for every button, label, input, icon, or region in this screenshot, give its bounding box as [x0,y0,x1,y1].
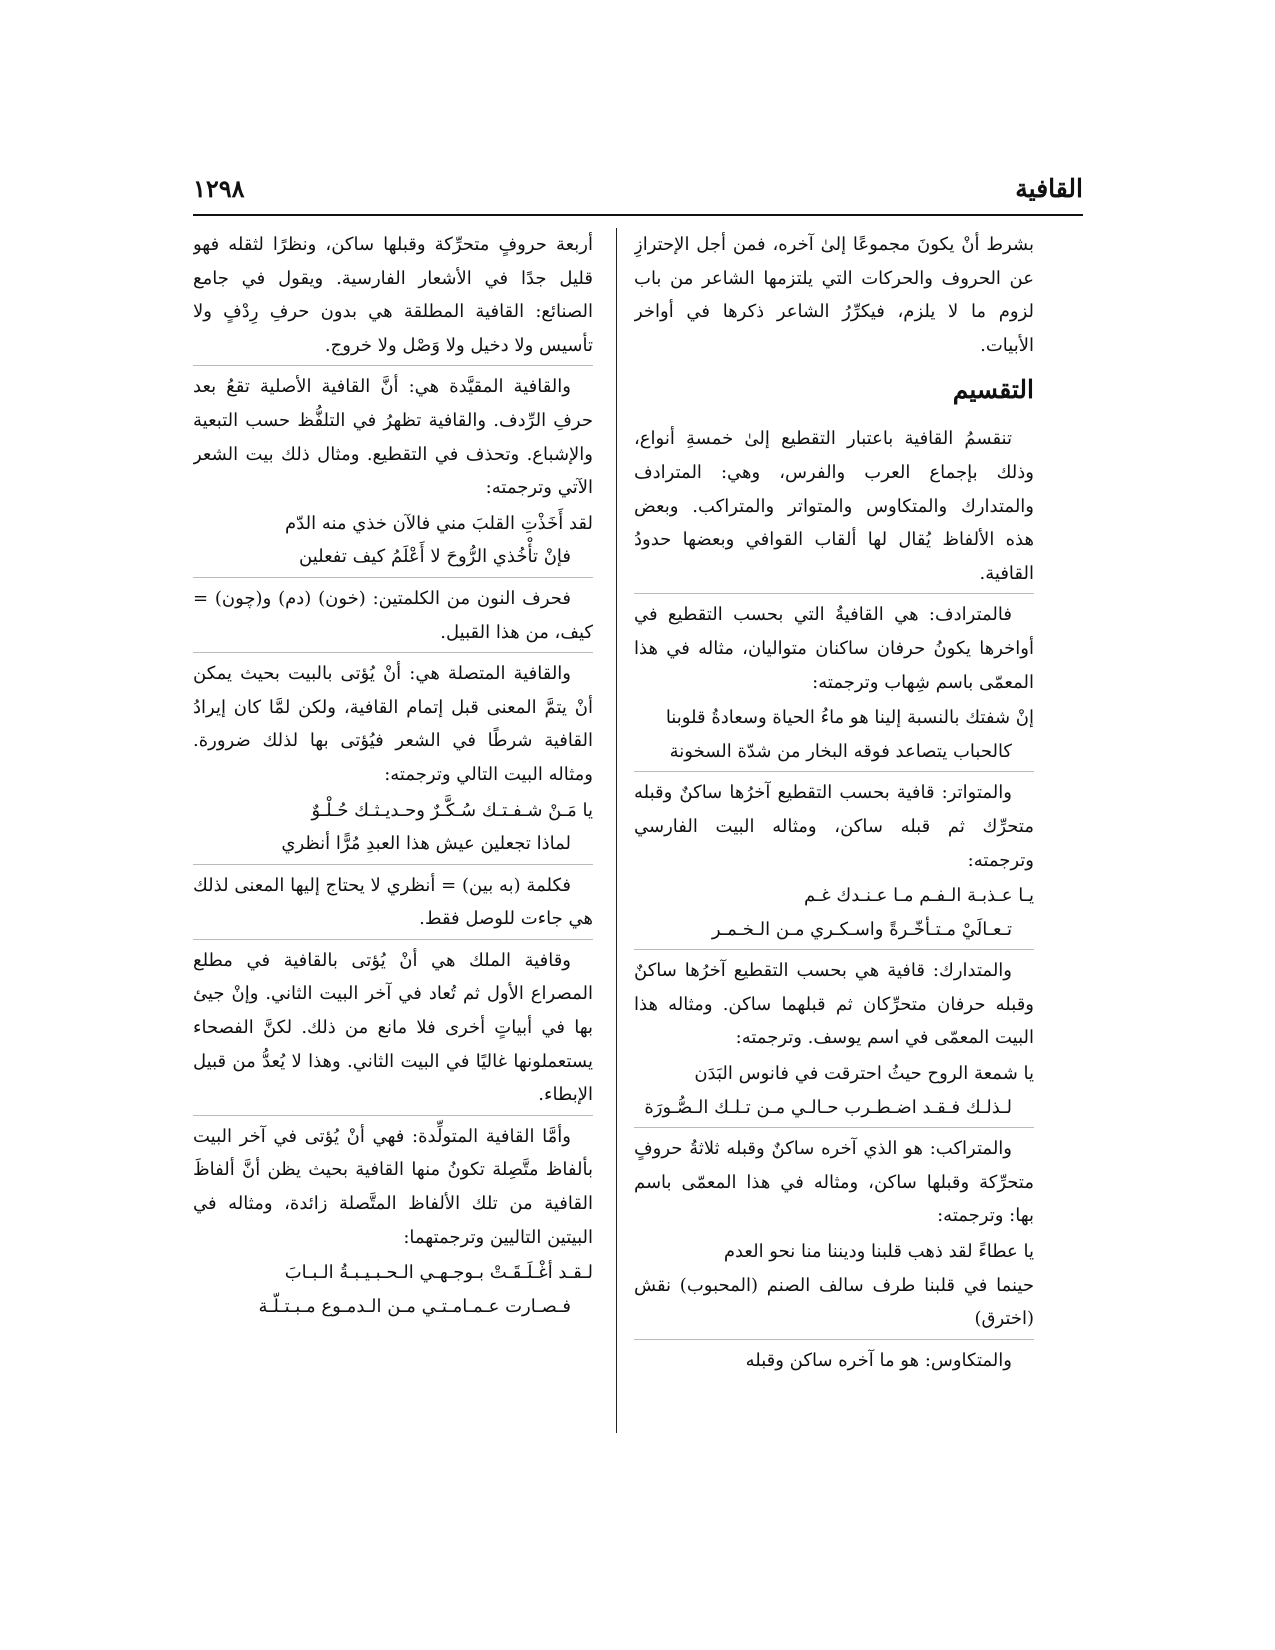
section-heading: التقسيم [952,375,1034,405]
separator [193,939,593,940]
verse-line: فـصـارت عـمـامـتـي مـن الـدمـوع مـبـتـلّـة [258,1295,571,1317]
paragraph: والمتراكب: هو الذي آخره ساكنٌ وقبله ثلاثةُ حروفٍ متحرِّكة وقبلها ساكن، ومثاله في هذا المعمّى باسم بها: وترجمته: [634,1138,1034,1227]
paragraph: والمتدارك: قافية هي بحسب التقطيع آخرُها ساكنٌ وقبله حرفان متحرِّكان ثم قبلهما ساكن. ومثاله هذا البيت المعمّى في اسم يوسف. وترجمته: [634,960,1034,1049]
verse-line: يا عطاءً لقد ذهب قلبنا وديننا منا نحو العدم [723,1241,1034,1263]
left-column [193,228,593,1443]
verse-line: إنْ شفتك بالنسبة إلينا هو ماءُ الحياة وسعادةُ قلوبنا [665,707,1034,729]
page-number: ١٢٩٨ [193,174,245,203]
separator [634,949,1034,950]
verse-line: يا شمعة الروح حيثُ احترقت في فانوس البَدَن [694,1063,1034,1085]
paragraph: والمتكاوس: هو ما آخره ساكن وقبله [745,1349,1012,1371]
separator [634,1339,1034,1340]
verse-line: يـا عـذبـة الـفـم مـا عـنـدك غـم [804,885,1034,907]
paragraph: فكلمة (به بين) = أنظري لا يحتاج إليها المعنى لذلك هي جاءت للوصل فقط. [193,874,593,930]
verse-line: لـذلـك فـقـد اضـطـرب حـالـي مـن تـلـك الـصُّـورَة [644,1096,1012,1118]
separator [634,593,1034,594]
paragraph: تنقسمُ القافية باعتبار التقطيع إلىٰ خمسةِ أنواع، وذلك بإجماع العرب والفرس، وهي: المترادف والمتدارك والمتكاوس والمتواتر والمتراكب. وبعض هذه الألفاظ يُقال لها ألقاب القوافي وبعضها حدودُ القافية. [634,428,1034,584]
verse-line: حينما في قلبنا طرف سالف الصنم (المحبوب) نقش (اخترق) [634,1274,1034,1330]
separator [193,1115,593,1116]
separator [634,1127,1034,1128]
right-column [634,228,1034,1443]
verse-line: لماذا تجعلين عيش هذا العبدِ مُرًّا أنظري [281,833,571,855]
verse-line: فإنْ تأْخُذي الرُّوحَ لا أَعْلَمُ كيف تفعلين [299,546,571,568]
verse-line: كالحباب يتصاعد فوقه البخار من شدّة السخونة [669,740,1012,762]
separator [634,771,1034,772]
separator [193,652,593,653]
paragraph: بشرط أنْ يكونَ مجموعًا إلىٰ آخره، فمن أجل الإحترازِ عن الحروف والحركات التي يلتزمها الشاعر من باب لزوم ما لا يلزم، فيكرِّرُ الشاعر ذكرها في أواخر الأبيات. [634,234,1034,356]
verse-line: تـعـالَيْ مـتـأخّـرةً واسـكـري مـن الـخـمـر [711,918,1012,940]
paragraph: والمتواتر: قافية بحسب التقطيع آخرُها ساكنٌ وقبله متحرِّك ثم قبله ساكن، ومثاله البيت الفارسي وترجمته: [634,782,1034,871]
paragraph: فحرف النون من الكلمتين: (خون) (دم) و(چون) = كيف، من هذا القبيل. [193,587,593,643]
paragraph: والقافية المقيَّدة هي: أنَّ القافية الأصلية تقعُ بعد حرفِ الرِّدف. والقافية تظهرُ في التلفُّظ حسب التبعية والإشباع. وتحذف في التقطيع. ومثال ذلك بيت الشعر الآتي وترجمته: [193,376,593,499]
paragraph: فالمترادف: هي القافيةُ التي بحسب التقطيع في أواخرها يكونُ حرفان ساكنان متواليان، مثاله في هذا المعمّى باسم شِهاب وترجمته: [634,604,1034,693]
paragraph: وأمَّا القافية المتولِّدة: فهي أنْ يُؤتى في آخر البيت بألفاظ متَّصِلة تكونُ منها القافية بحيث يظن أنَّ ألفاظَ القافية من تلك الألفاظ المتَّصلة زائدة، ومثاله في البيتين التاليين وترجمتهما: [193,1125,593,1248]
paragraph: أربعة حروفٍ متحرِّكة وقبلها ساكن، ونظرًا لثقله فهو قليل جدًا في الأشعار الفارسية. ويقول في جامع الصنائع: القافية المطلقة هي بدون حرفِ رِدْفٍ ولا تأسيس ولا دخيل ولا وَصْل ولا خروج. [193,234,593,356]
separator [193,577,593,578]
paragraph: والقافية المتصلة هي: أنْ يُؤتى بالبيت بحيث يمكن أنْ يتمَّ المعنى قبل إتمام القافية، ولكن لمَّا كان إيرادُ القافية شرطًا في الشعر فيُؤتى بها لذلك ضرورة. ومثاله البيت التالي وترجمته: [193,663,593,785]
verse-line: لقد أَخَذْتِ القلبَ مني فالآن خذي منه الدّم [285,512,593,534]
running-title: القافية [1015,174,1083,203]
verse-line: يا مَـنْ شـفـتـك سُـكَّـرٌ وحـديـثـك حُـلْـوٌ [311,799,593,821]
paragraph: وقافية الملك هي أنْ يُؤتى بالقافية في مطلع المصراع الأول ثم تُعاد في آخر البيت الثاني. وإنْ جيئ بها في أبياتٍ أخرى فلا مانع من ذلك. لكنَّ الفصحاء يستعملونها غاليًا في البيت الثاني. وهذا لا يُعدُّ من قبيل الإبطاء. [193,949,593,1106]
column-divider [616,228,617,1433]
separator [193,365,593,366]
header-rule [193,214,1083,216]
verse-line: لـقـد أغْـلَـقَـتْ بـوجـهـي الـحـبـيـبـةُ الـبـابَ [284,1262,593,1284]
page-header [193,172,1083,218]
separator [193,864,593,865]
